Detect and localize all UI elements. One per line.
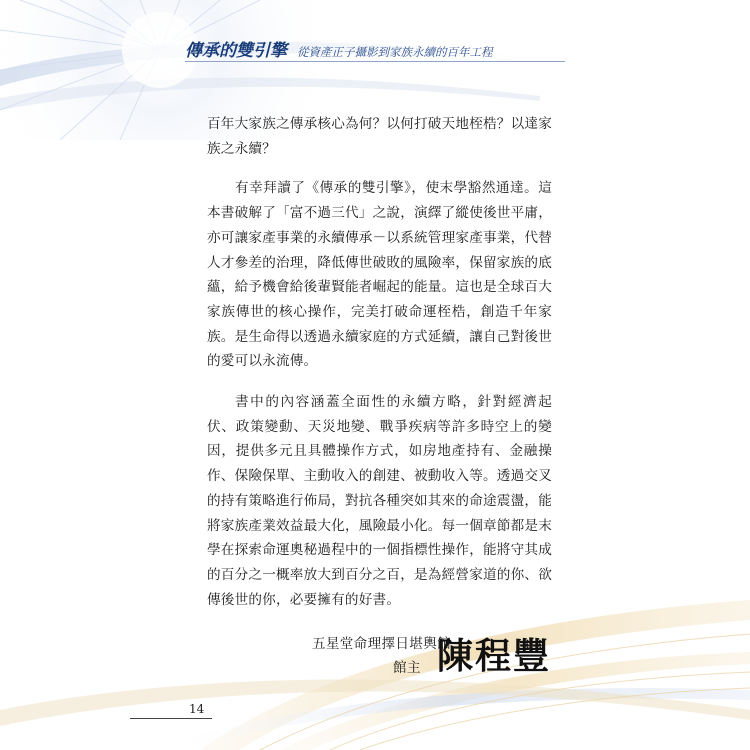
signature-role: 館主 [393,660,421,676]
paragraph-content: 書中的內容涵蓋全面性的永續方略，針對經濟起伏、政策變動、天災地變、戰爭疾病等許多時空上的變因，提供多元且具體操作方式，如房地產持有、金融操作、保險保單、主動收入的創建、被動收入等。透過交叉的持有策略進行佈局，對抗各種突如其來的命途震盪，能將家族產業效益最大化，風險最小化。每一個章節都是末學在探索命運奧秘過程中的一個指標性操作，能將守其成的百分之一概率放大到百分之百，是為經營家道的你、欲傳後世的你，必要擁有的好書。 [207,394,552,608]
header-book-title: 傳承的雙引擎 [185,41,287,61]
footer-rule [130,718,212,719]
paragraph-opening: 百年大家族之傳承核心為何？以何打破天地桎梏？以達家族之永續？ [207,116,552,157]
page-number: 14 [189,702,205,716]
header-subtitle: 從資產正子攝影到家族永續的百年工程 [297,45,493,59]
running-header [185,36,493,61]
header-rule [185,61,565,62]
paragraph-review: 有幸拜讀了《傳承的雙引擎》，使末學豁然通達。這本書破解了「富不過三代」之說，演繹了縱使後世平庸，亦可讓家產事業的永續傳承－以系統管理家產事業，代替人才參差的治理，降低傳世破敗的風險率，保留家族的底蘊，給予機會給後輩賢能者崛起的能量。這也是全球百大家族傳世的核心操作，完美打破命運桎梏，創造千年家族。是生命得以透過永續家庭的方式延續，讓自己對後世的愛可以永流傳。 [207,180,552,370]
signature-organization: 五星堂命理擇日堪輿館 [312,636,451,652]
preface-text [207,112,552,612]
signature-block [0,626,750,676]
signature-name: 陳程豐 [437,636,552,677]
